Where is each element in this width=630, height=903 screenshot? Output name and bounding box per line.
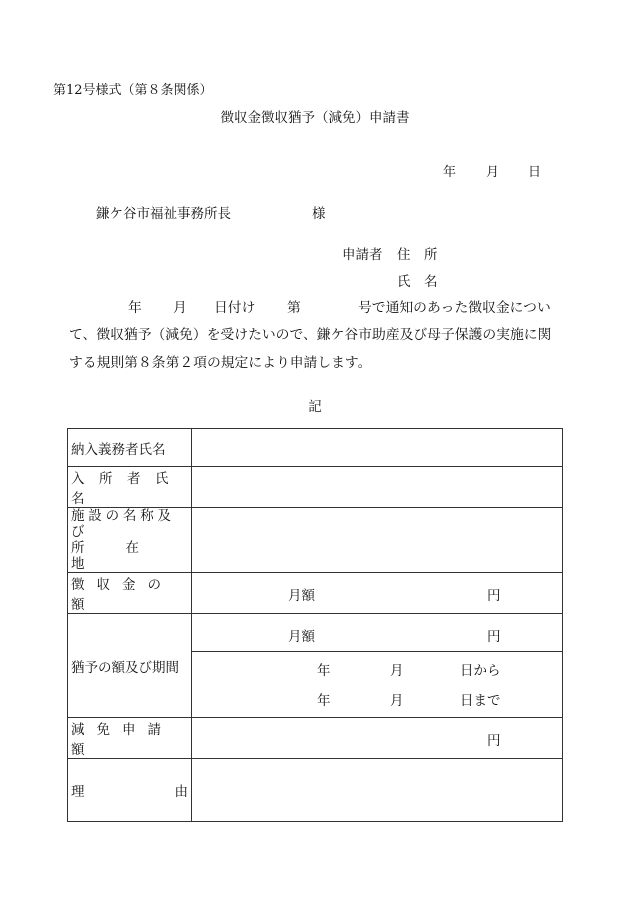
resident-name-field[interactable]: [192, 467, 563, 508]
body-line2: て、徴収猶予（減免）を受けたいので、鎌ケ谷市助産及び母子保護の実施に関: [69, 327, 552, 343]
ki-heading: 記: [308, 399, 322, 415]
addressee-name: 鎌ケ谷市福祉事務所長: [96, 206, 231, 222]
deferral-from-field[interactable]: [192, 652, 563, 682]
body-year: 年: [128, 300, 142, 316]
row-exemption-amount: [68, 718, 563, 759]
body-number-prefix: 第: [287, 300, 301, 316]
row-reason: [68, 759, 563, 822]
until-day-label: 日まで: [460, 692, 501, 709]
body-dated: 日付け: [214, 300, 256, 316]
deferral-amount-field[interactable]: [192, 614, 563, 652]
from-month-label: 月: [390, 663, 404, 679]
applicant-address-label: 住 所: [397, 247, 438, 263]
date-year-label: 年: [443, 165, 457, 180]
from-year-label: 年: [317, 663, 331, 679]
until-month-label: 月: [390, 692, 404, 709]
applicant-label: 申請者: [342, 247, 383, 263]
row-collection-amount: [68, 573, 563, 614]
monthly-label: 月額: [288, 588, 315, 604]
collection-amount-label: 徴収金の額: [68, 573, 192, 614]
body-month: 月: [173, 300, 187, 316]
resident-name-label: 入所者氏名: [68, 467, 192, 508]
payer-name-label: 納入義務者氏名: [68, 429, 192, 467]
exemption-amount-label: 減免申請額: [68, 718, 192, 759]
payer-name-field[interactable]: [192, 429, 563, 467]
body-line3: する規則第８条第２項の規定により申請します。: [69, 355, 372, 371]
row-deferral-monthly: [68, 614, 563, 652]
date-month-label: 月: [486, 165, 500, 180]
until-year-label: 年: [317, 692, 331, 709]
yen-label: 円: [487, 588, 501, 604]
form-number: 第12号様式（第８条関係）: [53, 83, 213, 98]
collection-amount-field[interactable]: [192, 573, 563, 614]
exemption-amount-field[interactable]: [192, 718, 563, 759]
exemption-yen-label: 円: [487, 733, 501, 749]
addressee-honorific: 様: [312, 206, 326, 222]
deferral-until-field[interactable]: [192, 682, 563, 718]
row-resident-name: [68, 467, 563, 508]
reason-field[interactable]: [192, 759, 563, 822]
date-day-label: 日: [528, 165, 542, 180]
facility-label: 施設の名称及び 所在地: [68, 508, 192, 573]
deferral-label: 猶予の額及び期間: [68, 614, 192, 718]
deferral-monthly-label: 月額: [288, 629, 315, 645]
reason-label: 理 由: [68, 759, 192, 822]
applicant-name-label: 氏 名: [397, 274, 438, 290]
row-facility: [68, 508, 563, 573]
row-payer-name: [68, 429, 563, 467]
facility-field[interactable]: [192, 508, 563, 573]
application-table: [67, 428, 563, 822]
body-line1-rest: 号で通知のあった徴収金につい: [358, 300, 551, 316]
from-day-label: 日から: [460, 663, 501, 679]
deferral-yen-label: 円: [487, 629, 501, 645]
document-title: 徴収金徴収猶予（減免）申請書: [220, 110, 410, 126]
